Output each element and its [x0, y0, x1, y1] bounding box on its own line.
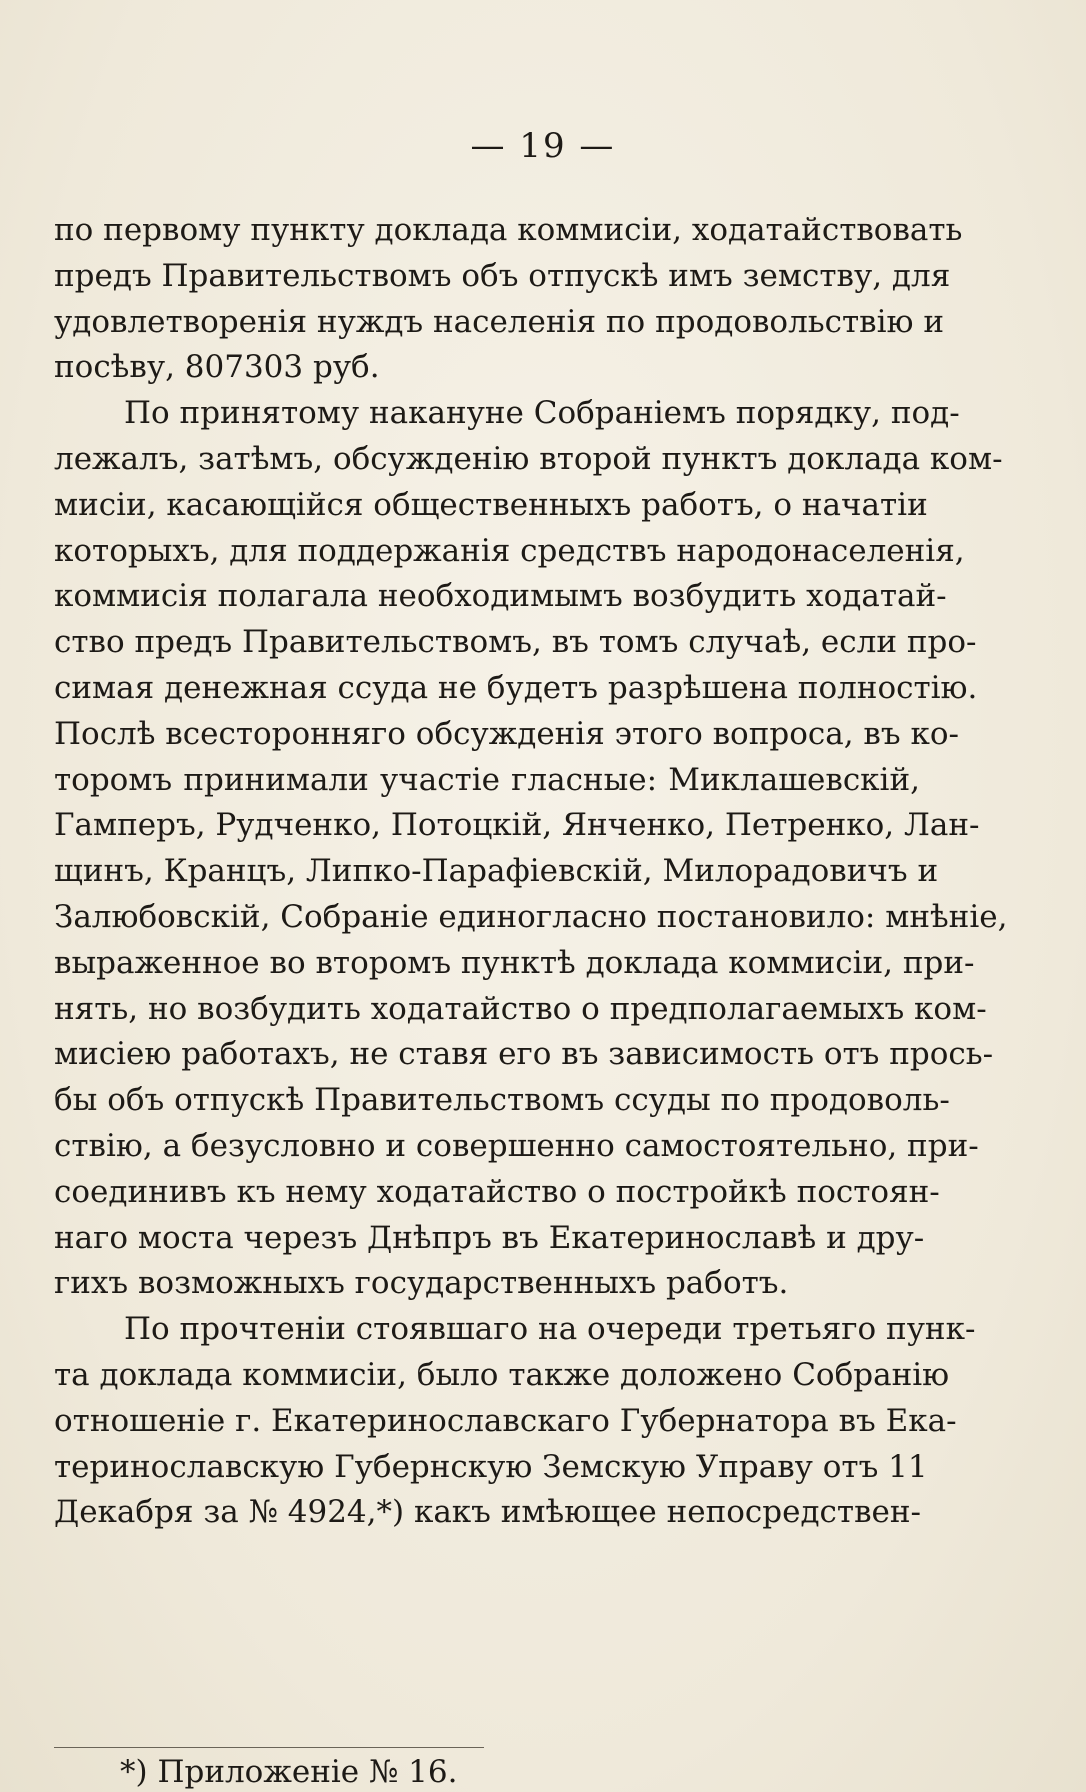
text-line: соединивъ къ нему ходатайство о постройкѣ постоян- — [54, 1173, 940, 1210]
text-line: нять, но возбудить ходатайство о предполагаемыхъ ком- — [54, 990, 987, 1027]
text-line: Декабря за № 4924,*) какъ имѣющее непосредствен- — [54, 1494, 922, 1531]
text-line: ствію, а безусловно и совершенно самостоятельно, при- — [54, 1127, 979, 1164]
text-line: которыхъ, для поддержанія средствъ народонаселенія, — [54, 532, 965, 569]
text-line: бы объ отпускѣ Правительствомъ ссуды по продоволь- — [54, 1082, 950, 1119]
text-line: по первому пункту доклада коммисіи, ходатайствовать — [54, 212, 963, 248]
text-line: наго моста черезъ Днѣпръ въ Екатеринославѣ и дру- — [54, 1219, 925, 1256]
text-line: отношеніе г. Екатеринославскаго Губернатора въ Ека- — [54, 1402, 957, 1439]
text-line: ство предъ Правительствомъ, въ томъ случаѣ, если про- — [54, 624, 977, 661]
text-line: По прочтеніи стоявшаго на очереди третьяго пунк- — [124, 1311, 976, 1348]
page-number: — 19 — — [470, 126, 616, 166]
footnote-divider — [54, 1747, 484, 1748]
text-line: лежалъ, затѣмъ, обсужденію второй пунктъ доклада ком- — [54, 440, 1003, 477]
text-line: Гамперъ, Рудченко, Потоцкій, Янченко, Петренко, Лан- — [54, 807, 980, 844]
text-line: симая денежная ссуда не будетъ разрѣшена полностію. — [54, 669, 978, 706]
text-line: та доклада коммисіи, было также доложено Собранію — [54, 1356, 950, 1393]
text-line: Залюбовскій, Собраніе единогласно постановило: мнѣніе, — [54, 898, 1008, 935]
text-line: выраженное во второмъ пунктѣ доклада коммисіи, при- — [54, 944, 975, 981]
text-line: посѣву, 807303 руб. — [54, 349, 380, 386]
text-line: Послѣ всесторонняго обсужденія этого вопроса, въ ко- — [54, 715, 959, 752]
text-line: теринославскую Губернскую Земскую Управу отъ 11 — [54, 1448, 928, 1485]
text-line: мисіи, касающійся общественныхъ работъ, о начатіи — [54, 486, 928, 523]
text-line: коммисія полагала необходимымъ возбудить ходатай- — [54, 578, 947, 615]
text-line: щинъ, Кранцъ, Липко-Парафіевскій, Милорадовичъ и — [54, 853, 939, 890]
body-text — [54, 208, 1008, 1536]
footnote: *) Приложеніе № 16. — [120, 1754, 458, 1790]
text-line: По принятому накануне Собраніемъ порядку, под- — [124, 395, 960, 432]
text-line: предъ Правительствомъ объ отпускѣ имъ земству, для — [54, 257, 951, 294]
text-line: торомъ принимали участіе гласные: Миклашевскій, — [54, 761, 920, 798]
text-line: гихъ возможныхъ государственныхъ работъ. — [54, 1265, 789, 1302]
text-line: удовлетворенія нуждъ населенія по продовольствію и — [54, 303, 945, 340]
text-line: мисіею работахъ, не ставя его въ зависимость отъ прось- — [54, 1036, 994, 1073]
